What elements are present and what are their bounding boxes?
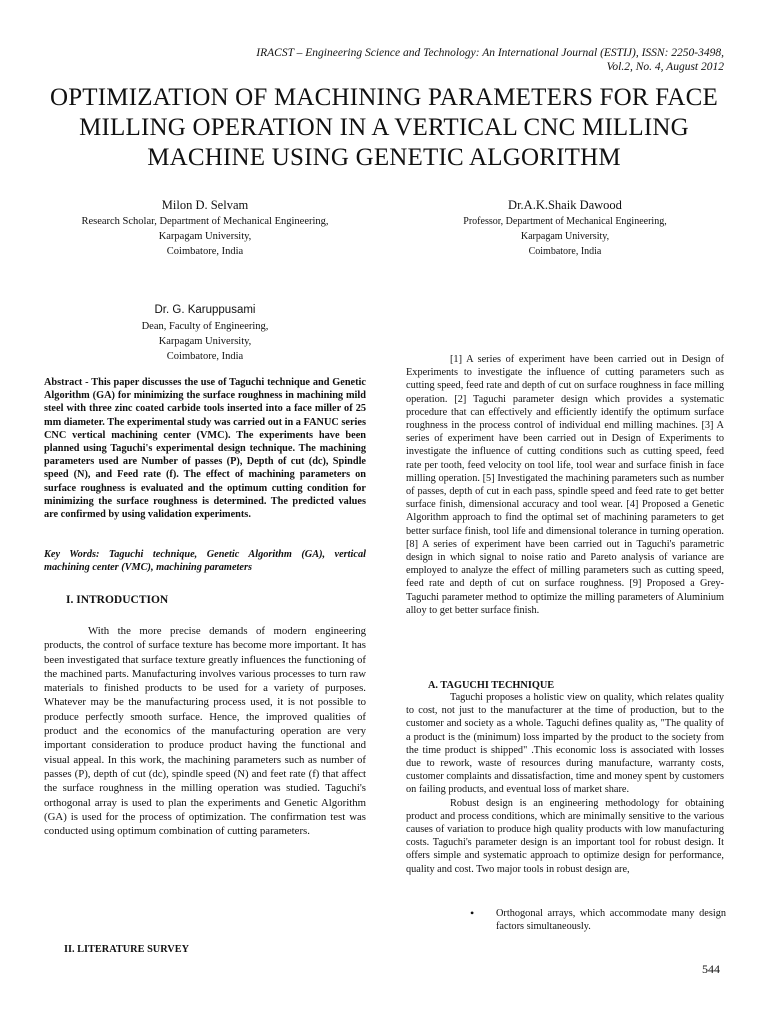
keywords: Key Words: Taguchi technique, Genetic Algorithm (GA), vertical machining center (VMC), machining parameters (44, 549, 366, 574)
title-line-1: OPTIMIZATION OF MACHINING PARAMETERS FOR FACE (49, 84, 719, 111)
paper-title (30, 83, 738, 173)
subsection-heading-taguchi: A. TAGUCHI TECHNIQUE (428, 680, 555, 691)
author-affiliation: Dean, Faculty of Engineering, (141, 321, 269, 332)
bullet-text: Orthogonal arrays, which accommodate many design factors simultaneously. (496, 908, 726, 933)
author-location: Coimbatore, India (166, 351, 244, 362)
literature-survey-text (406, 353, 724, 617)
author-university: Karpagam University, (158, 336, 252, 347)
journal-header-line-1: IRACST – Engineering Science and Technology: An International Journal (ESTIJ), ISSN: 2250-3498, (256, 47, 724, 59)
section-heading-introduction: I. INTRODUCTION (66, 594, 169, 606)
introduction-paragraph: With the more precise demands of modern engineering products, the control of surface texture has become more important. It has been investigated that surface texture greatly influences the functioning of the machined parts. Manufacturing involves various processes to turn raw materials to finished products to be used for a variety of purposes. Whatever may be the manufacturing process used, it is not possible to produce perfectly smooth surface. Hence, the improved qualities of product and the economics of the manufacturing operation are very important consideration to produce product having the functional and visual appeal. In this work, the machining parameters such as number of passes (P), depth of cut (dc), spindle speed (N) and feet rate (f) that affect the surface roughness in the milling operation was studied. Taguchi's orthogonal array is used to plan the experiments and Genetic Algorithm (GA) is used for the process of optimization. The confirmation test was conducted using optimum combination of cutting parameters. (44, 625, 366, 838)
author-name: Milon D. Selvam (161, 198, 249, 212)
author-location: Coimbatore, India (166, 246, 244, 257)
title-line-3: MACHINE USING GENETIC ALGORITHM (147, 144, 621, 171)
abstract: Abstract - This paper discusses the use of Taguchi technique and Genetic Algorithm (GA) for minimizing the surface roughness in machining mild steel with three zinc coated carbide tools inserted into a face miller of 25 mm diameter. The experimental study was carried out in a FANUC series CNC vertical machining center (VMC). The experiments have been planned using Taguchi's experimental design technique. The machining parameters used are Number of passes (P), Depth of cut (dc), Spindle speed (N), and Feed rate (f). The effect of machining parameters on surface roughness is evaluated and the optimum cutting condition for minimizing the surface roughness is determined. The predicted values are confirmed by using validation experiments. (44, 377, 366, 521)
page-number: 544 (702, 962, 720, 976)
author-name: Dr.A.K.Shaik Dawood (508, 198, 622, 212)
author-university: Karpagam University, (520, 231, 610, 242)
author-university: Karpagam University, (158, 231, 252, 242)
author-2 (420, 196, 710, 259)
taguchi-text (406, 691, 724, 876)
journal-header-line-2: Vol.2, No. 4, August 2012 (606, 61, 724, 73)
bullet-icon: • (470, 906, 475, 920)
author-3 (44, 301, 366, 364)
author-location: Coimbatore, India (528, 246, 602, 257)
author-affiliation: Research Scholar, Department of Mechanical Engineering, (81, 216, 329, 227)
literature-paragraph: [1] A series of experiment have been carried out in Design of Experiments to investigate the influence of cutting parameters such as cutting speed, feed rate and depth of cut on surface roughness in face milling operation. [2] Taguchi parameter design which provides a systematic procedure that can effectively and efficiently identify the optimum surface roughness in the process control of individual end milling machines. [3] A series of experiment have been carried out in Design of Experiments to investigate the influence of cutting conditions such as cutting speed, feed rate per tooth, feed velocity on tool life, tool wear and surface finish in face milling operation. [5] Investigated the machining parameters such as number of passes, depth of cut in each pass, spindle speed and feed rate to get better surface finish, dimensional accuracy and tool wear. [4] Proposed a Genetic Algorithm approach to find the optimal set of machining parameters to get better surface finish, tool life and dimensional tolerance in turning operation. [8] A series of experiment have been carried out in Taguchi's parametric design in which signal to noise ratio and Pareto analysis of variance are employed to analyze the effect of milling parameters such as cutting speed, feed rate and depth of cut on surface roughness. [9] Proposed a Grey-Taguchi parameter method to optimize the milling parameters of Aluminium alloy to get better surface finish. (406, 354, 724, 616)
taguchi-paragraph-1: Taguchi proposes a holistic view on quality, which relates quality to cost, not just to the manufacturer at the time of production, but to the customer and society as a whole. Taguchi defines quality as, "The quality of a product is the (minimum) loss imparted by the product to the society from the time product is shipped" .This economic loss is associated with losses due to rework, waste of resources during manufacture, warranty costs, customer complaints and dissatisfaction, time and money spent by customers on failing products, and eventual loss of market share. (406, 692, 724, 796)
author-name: Dr. G. Karuppusami (154, 304, 256, 316)
author-1 (44, 196, 366, 259)
section-heading-literature-survey: II. LITERATURE SURVEY (64, 944, 190, 955)
author-affiliation: Professor, Department of Mechanical Engineering, (463, 216, 667, 227)
taguchi-paragraph-2: Robust design is an engineering methodology for obtaining product and process conditions, which are minimally sensitive to the various causes of variation to produce high quality products with low manufacturing costs. Taguchi's parameter design is an important tool for robust design. It offers simple and systematic approach to optimize design for performance, quality and cost. Two major tools in robust design are, (406, 797, 724, 875)
title-line-2: MILLING OPERATION IN A VERTICAL CNC MILLING (79, 114, 689, 141)
introduction-text (44, 624, 366, 838)
